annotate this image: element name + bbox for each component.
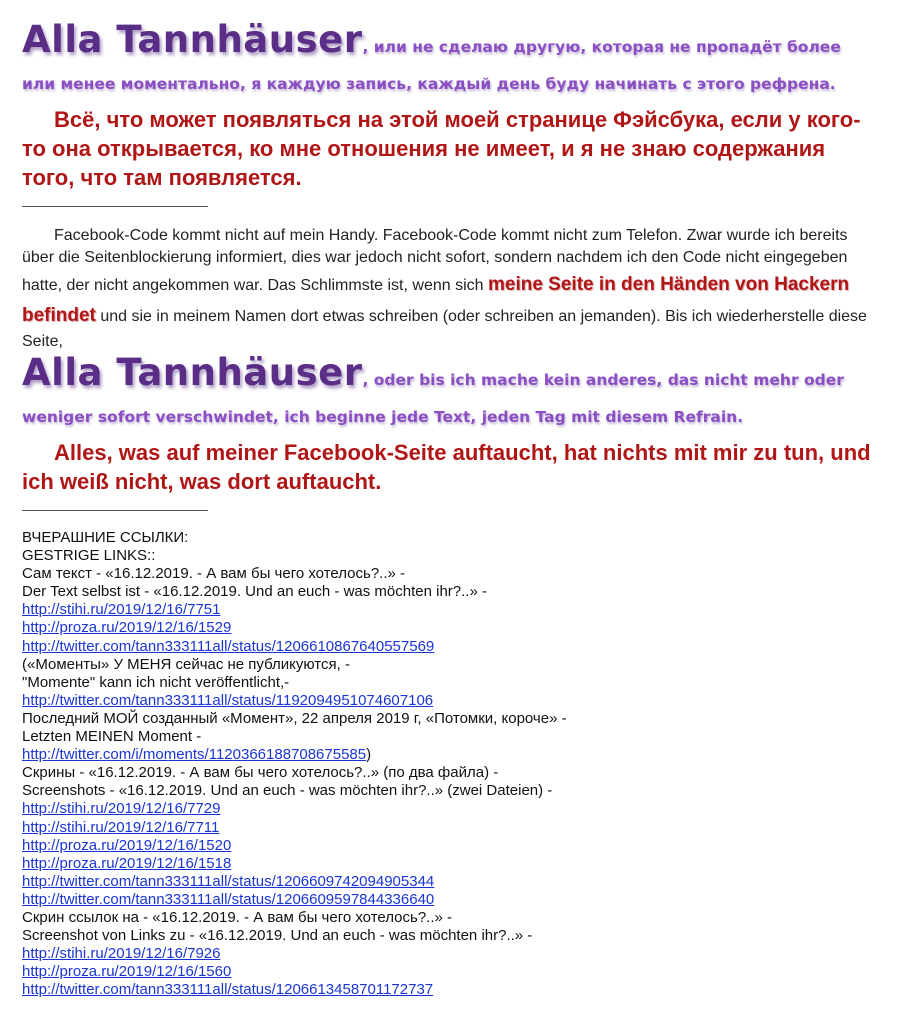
moments-label-de: "Momente" kann ich nicht veröffentlicht,- bbox=[22, 673, 290, 691]
linkshot-label-ru: Скрин ссылок на - «16.12.2019. - А вам бы чего хотелось?..» - bbox=[22, 908, 453, 926]
screens-label-ru: Скрины - «16.12.2019. - А вам бы чего хотелось?..» (по два файла) - bbox=[22, 764, 499, 782]
link-row bbox=[22, 800, 878, 818]
link-row bbox=[22, 819, 878, 837]
refrain-de: oder bis ich mache kein anderes, das nicht mehr oder weniger sofort verschwindet, ich beginne jede Text, jeden Tag mit diesem Refrain. bbox=[22, 371, 844, 426]
link-row bbox=[22, 891, 878, 909]
comma-de: , bbox=[362, 371, 369, 389]
link-row bbox=[22, 945, 878, 963]
link-row bbox=[22, 837, 878, 855]
refrain-ru: или не сделаю другую, которая не пропадёт более или менее моментально, я каждую запись, каждый день буду начинать с этого рефрена. bbox=[22, 38, 841, 93]
link-stihi-7926[interactable]: http://stihi.ru/2019/12/16/7926 bbox=[22, 945, 221, 963]
body-de bbox=[22, 225, 878, 353]
link-row bbox=[22, 981, 878, 999]
link-proza-1520[interactable]: http://proza.ru/2019/12/16/1520 bbox=[22, 836, 232, 854]
author-name-ru: Alla Tannhäuser bbox=[22, 18, 363, 61]
link-twitter-linkshot[interactable]: http://twitter.com/tann333111all/status/1206613458701172737 bbox=[22, 981, 434, 999]
link-row bbox=[22, 638, 878, 656]
link-row bbox=[22, 692, 878, 710]
link-stihi-7711[interactable]: http://stihi.ru/2019/12/16/7711 bbox=[22, 818, 220, 836]
last-moment-de: Letzten MEINEN Moment - bbox=[22, 728, 202, 746]
body-de-text-2: und sie in meinem Namen dort etwas schreiben (oder schreiben an jemanden). Bis ich wiederherstelle diese Seite, bbox=[22, 308, 867, 350]
intro-ru bbox=[22, 18, 878, 103]
divider-1 bbox=[22, 206, 208, 207]
closing-paren: ) bbox=[366, 746, 372, 764]
link-stihi-7751[interactable]: http://stihi.ru/2019/12/16/7751 bbox=[22, 601, 221, 619]
link-twitter-moment[interactable]: http://twitter.com/i/moments/1120366188708675585 bbox=[22, 746, 367, 764]
link-row bbox=[22, 873, 878, 891]
link-twitter-moments-status[interactable]: http://twitter.com/tann333111all/status/1192094951074607106 bbox=[22, 691, 434, 709]
link-row bbox=[22, 601, 878, 619]
divider-2 bbox=[22, 510, 208, 511]
body-de-highlight: meine Seite in den Händen von Hackern befindet bbox=[22, 274, 850, 326]
last-moment-ru: Последний МОЙ созданный «Момент», 22 апреля 2019 г, «Потомки, короче» - bbox=[22, 709, 567, 727]
links-section bbox=[22, 529, 878, 999]
comma-ru: , bbox=[362, 38, 369, 56]
moments-label-ru: («Моменты» У МЕНЯ сейчас не публикуются, - bbox=[22, 655, 350, 673]
statement-ru: Всё, что может появляться на этой моей странице Фэйсбука, если у кого-то она открывается, ко мне отношения не имеет, и я не знаю содержания того, что там появляется. bbox=[22, 107, 861, 190]
statement-de: Alles, was auf meiner Facebook-Seite auftaucht, hat nichts mit mir zu tun, und ich weiß nicht, was dort auftaucht. bbox=[22, 440, 871, 494]
link-twitter-screen-2[interactable]: http://twitter.com/tann333111all/status/1206609597844336640 bbox=[22, 890, 435, 908]
link-row bbox=[22, 963, 878, 981]
link-row bbox=[22, 619, 878, 637]
link-stihi-7729[interactable]: http://stihi.ru/2019/12/16/7729 bbox=[22, 800, 221, 818]
links-heading-ru: ВЧЕРАШНИЕ ССЫЛКИ: bbox=[22, 529, 189, 546]
link-proza-1518[interactable]: http://proza.ru/2019/12/16/1518 bbox=[22, 854, 232, 872]
document-page bbox=[22, 18, 878, 999]
intro-de bbox=[22, 351, 878, 436]
link-twitter-screen-1[interactable]: http://twitter.com/tann333111all/status/1206609742094905344 bbox=[22, 872, 435, 890]
text-label-de: Der Text selbst ist - «16.12.2019. Und an euch - was möchten ihr?..» - bbox=[22, 583, 487, 601]
text-label-ru: Сам текст - «16.12.2019. - А вам бы чего хотелось?..» - bbox=[22, 565, 406, 583]
link-twitter-text[interactable]: http://twitter.com/tann333111all/status/1206610867640557569 bbox=[22, 637, 435, 655]
link-row bbox=[22, 746, 878, 764]
author-name-de: Alla Tannhäuser bbox=[22, 351, 363, 394]
link-proza-1560[interactable]: http://proza.ru/2019/12/16/1560 bbox=[22, 963, 232, 981]
linkshot-label-de: Screenshot von Links zu - «16.12.2019. Und an euch - was möchten ihr?..» - bbox=[22, 927, 533, 945]
link-row bbox=[22, 855, 878, 873]
link-proza-1529[interactable]: http://proza.ru/2019/12/16/1529 bbox=[22, 619, 232, 637]
screens-label-de: Screenshots - «16.12.2019. Und an euch - was möchten ihr?..» (zwei Dateien) - bbox=[22, 782, 553, 800]
links-heading-de: GESTRIGE LINKS:: bbox=[22, 547, 156, 565]
body-de-text-1: Facebook-Code kommt nicht auf mein Handy. Facebook-Code kommt nicht zum Telefon. Zwar wurde ich bereits über die Seitenblockierung informiert, dies war jedoch nicht sofort, sondern nachdem ich den Code nicht eingegeben hatte, der nicht angekommen war. Das Schlimmste ist, wenn sich bbox=[22, 227, 848, 294]
